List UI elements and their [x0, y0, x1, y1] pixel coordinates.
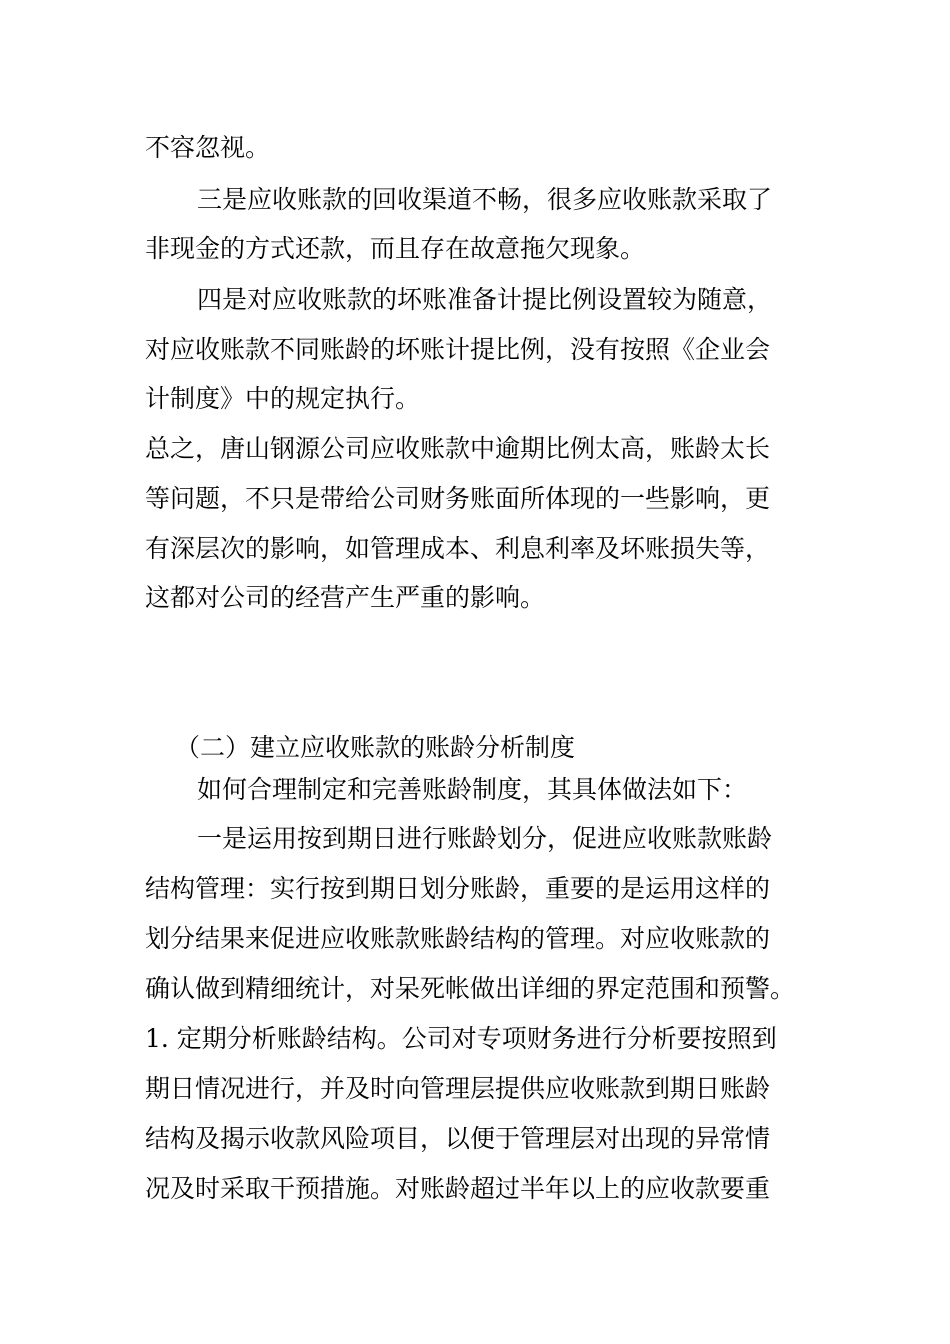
text-line: 1. 定期分析账龄结构。公司对专项财务进行分析要按照到	[145, 1024, 777, 1053]
text-line: 确认做到精细统计，对呆死帐做出详细的界定范围和预警。	[145, 974, 796, 1003]
text-line: 非现金的方式还款，而且存在故意拖欠现象。	[145, 234, 646, 263]
text-line: 不容忽视。	[145, 133, 271, 162]
text-line: 结构及揭示收款风险项目，以便于管理层对出现的异常情	[145, 1124, 771, 1153]
text-line: 结构管理：实行按到期日划分账龄，重要的是运用这样的	[145, 874, 771, 903]
section-heading: （二）建立应收账款的账龄分析制度	[175, 733, 576, 762]
text-line: 如何合理制定和完善账龄制度，其具体做法如下：	[197, 775, 748, 804]
text-line: 这都对公司的经营产生严重的影响。	[145, 583, 546, 612]
text-line: 对应收账款不同账龄的坏账计提比例，没有按照《企业会	[145, 335, 771, 364]
text-line: 总之，唐山钢源公司应收账款中逾期比例太高，账龄太长	[145, 434, 771, 463]
text-line: 况及时采取干预措施。对账龄超过半年以上的应收款要重	[145, 1174, 771, 1203]
text-line: 三是应收账款的回收渠道不畅，很多应收账款采取了	[197, 185, 773, 214]
text-line: 等问题，不只是带给公司财务账面所体现的一些影响，更	[145, 484, 771, 513]
text-line: 划分结果来促进应收账款账龄结构的管理。对应收账款的	[145, 924, 771, 953]
text-line: 计制度》中的规定执行。	[145, 384, 421, 413]
text-line: 一是运用按到期日进行账龄划分，促进应收账款账龄	[197, 824, 773, 853]
text-line: 有深层次的影响，如管理成本、利息利率及坏账损失等，	[145, 534, 771, 563]
text-line: 四是对应收账款的坏账准备计提比例设置较为随意，	[197, 285, 773, 314]
text-line: 期日情况进行，并及时向管理层提供应收账款到期日账龄	[145, 1074, 771, 1103]
